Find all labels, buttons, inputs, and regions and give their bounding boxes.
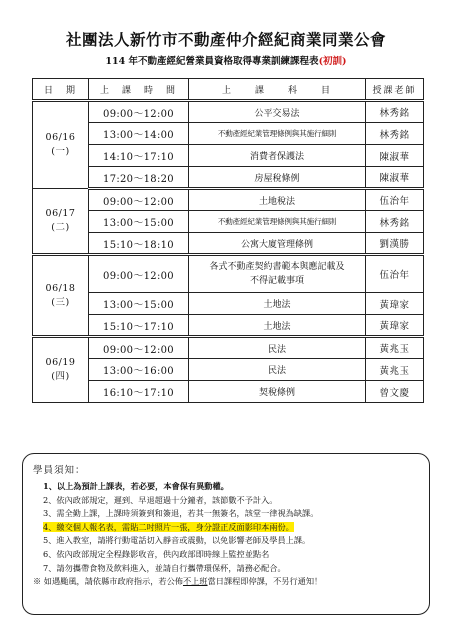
page-subtitle — [0, 53, 452, 67]
table-row — [33, 101, 424, 123]
course-cell — [189, 255, 366, 293]
notes-heading: 學員須知： — [33, 465, 86, 476]
teacher-cell: 伍治年 — [366, 189, 424, 211]
time-cell: 14:10～17:10 — [89, 145, 189, 167]
course-cell: 土地法 — [189, 293, 366, 315]
header-teacher: 授課老師 — [366, 79, 424, 101]
header-date: 日 期 — [33, 79, 89, 101]
course-cell: 公平交易法 — [189, 101, 366, 123]
date-cell — [33, 101, 89, 189]
time-cell: 09:00～12:00 — [89, 189, 189, 211]
course-cell: 土地稅法 — [189, 189, 366, 211]
date-cell — [33, 189, 89, 255]
note-item: 7、請勿攜帶食物及飲料進入，並請自行攜帶環保杯，請務必配合。 — [43, 562, 286, 573]
teacher-cell: 林秀銘 — [366, 211, 424, 233]
course-cell: 民法 — [189, 337, 366, 359]
note-item: 3、需全勤上課，上課時須簽到和簽退，若其一無簽名，該堂一律視為缺課。 — [43, 508, 319, 519]
weekday: (二) — [51, 222, 70, 233]
course-cell: 不動產經紀業管理條例與其施行細則 — [189, 123, 366, 145]
time-cell: 17:20～18:20 — [89, 167, 189, 189]
date: 06/16 — [45, 132, 76, 143]
teacher-cell: 陳淑華 — [366, 167, 424, 189]
table-row — [33, 145, 424, 167]
table-row — [33, 293, 424, 315]
course-cell: 土地法 — [189, 315, 366, 337]
table-row — [33, 167, 424, 189]
note-item: 2、依內政部規定，遲到、早退超過十分鐘者，該節數不予計入。 — [43, 494, 278, 505]
teacher-cell: 林秀銘 — [366, 101, 424, 123]
table-row — [33, 315, 424, 337]
time-cell: 13:00～14:00 — [89, 123, 189, 145]
note-item: 6、依內政部規定全程錄影收音，供內政部即時線上監控並點名 — [43, 548, 270, 559]
time-cell: 13:00～15:00 — [89, 211, 189, 233]
course-cell: 消費者保護法 — [189, 145, 366, 167]
time-cell: 09:00～12:00 — [89, 255, 189, 293]
page-title: 社團法人新竹市不動產仲介經紀商業同業公會 — [65, 30, 386, 49]
table-row — [33, 189, 424, 211]
time-cell: 16:10～17:10 — [89, 381, 189, 403]
time-cell: 15:10～18:10 — [89, 233, 189, 255]
date-cell — [33, 255, 89, 337]
typhoon-note-pre: ※ 如遇颱風，請依縣市政府指示，若公佈 — [33, 576, 183, 587]
subtitle-note: (初訓) — [318, 56, 347, 67]
teacher-cell: 劉漢勝 — [366, 233, 424, 255]
teacher-cell: 黃瑋家 — [366, 293, 424, 315]
date: 06/17 — [45, 208, 76, 219]
teacher-cell: 黃瑋家 — [366, 315, 424, 337]
course-cell: 公寓大廈管理條例 — [189, 233, 366, 255]
note-item-highlighted — [33, 521, 419, 535]
typhoon-note-post: 當日課程即停課，不另行通知！ — [207, 576, 323, 587]
teacher-cell: 林秀銘 — [366, 123, 424, 145]
course-cell: 契稅條例 — [189, 381, 366, 403]
teacher-cell: 陳淑華 — [366, 145, 424, 167]
table-row — [33, 211, 424, 233]
header-time: 上 課 時 間 — [89, 79, 189, 101]
weekday: (四) — [51, 371, 70, 382]
course-cell: 房屋稅條例 — [189, 167, 366, 189]
table-row — [33, 255, 424, 293]
time-cell: 13:00～16:00 — [89, 359, 189, 381]
schedule-table — [32, 78, 424, 403]
typhoon-note-underlined: 不上班 — [182, 576, 208, 587]
note-item: 5、進入教室，請將行動電話切入靜音或震動，以免影響老師及學員上課。 — [43, 535, 311, 546]
table-row — [33, 123, 424, 145]
time-cell: 09:00～12:00 — [89, 101, 189, 123]
subtitle-main: 114 年不動產經紀營業員資格取得專業訓練課程表 — [105, 56, 319, 67]
table-row — [33, 381, 424, 403]
date: 06/19 — [45, 357, 76, 368]
course-line: 各式不動產契約書範本與應記載及 — [209, 262, 345, 272]
date-cell — [33, 337, 89, 403]
weekday: (一) — [51, 146, 70, 157]
teacher-cell: 黃兆玉 — [366, 359, 424, 381]
teacher-cell: 伍治年 — [366, 255, 424, 293]
teacher-cell: 黃兆玉 — [366, 337, 424, 359]
date: 06/18 — [45, 282, 76, 294]
teacher-cell: 曾文慶 — [366, 381, 424, 403]
course-line: 不得記載事項 — [249, 276, 304, 286]
table-row — [33, 337, 424, 359]
header-course: 上 課 科 目 — [189, 79, 366, 101]
time-cell: 15:10～17:10 — [89, 315, 189, 337]
note-item: 1、以上為預計上課表，若必要，本會保有異動權。 — [43, 481, 229, 491]
course-cell: 民法 — [189, 359, 366, 381]
weekday: (三) — [51, 296, 70, 308]
time-cell: 13:00～15:00 — [89, 293, 189, 315]
highlight-text: 4、繳交個人報名表，需貼二吋照片一張，身分證正反面影印本兩份。 — [43, 521, 294, 532]
time-cell: 09:00～12:00 — [89, 337, 189, 359]
table-row — [33, 359, 424, 381]
course-cell: 不動產經紀業管理條例與其施行細則 — [189, 211, 366, 233]
student-notes-box — [22, 453, 430, 615]
typhoon-note — [33, 575, 419, 589]
table-row — [33, 233, 424, 255]
